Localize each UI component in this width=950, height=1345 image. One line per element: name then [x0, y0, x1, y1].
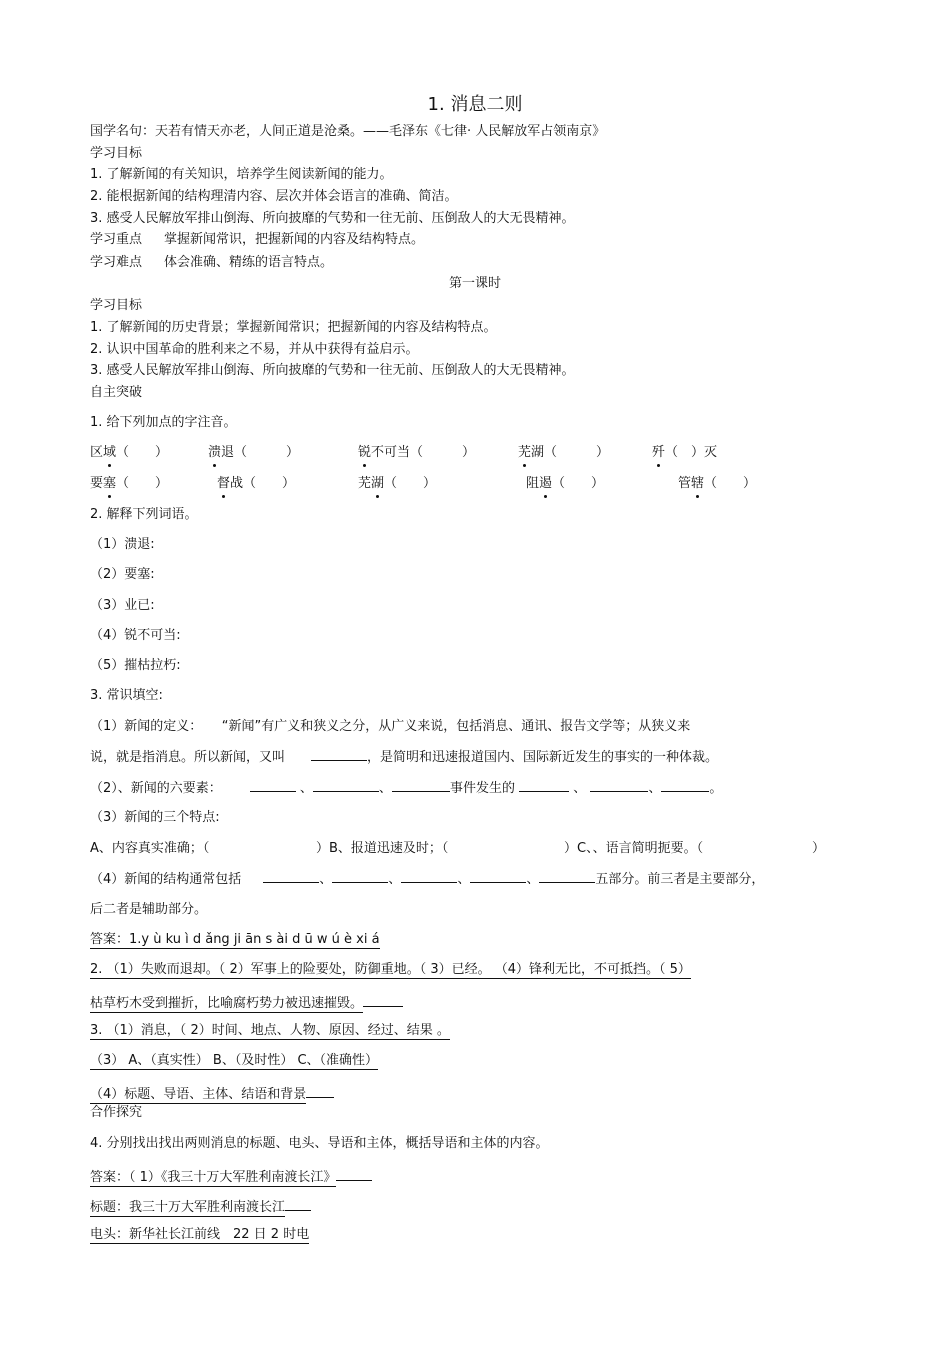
fill-blank[interactable]	[311, 748, 367, 761]
pinyin-item: 管辖（ ）	[678, 476, 757, 491]
dotted-char: 塞	[103, 476, 117, 491]
q2-item: （3）业已:	[90, 598, 155, 613]
fill-blank[interactable]	[313, 779, 379, 792]
answer-2-cont: 枯草朽木受到摧折，比喻腐朽势力被迅速摧毁。	[90, 991, 403, 1013]
fill-blank[interactable]	[332, 870, 388, 883]
q3-feature-end: ）	[812, 841, 826, 856]
fill-blank[interactable]	[590, 779, 648, 792]
dotted-char: 域	[103, 445, 117, 460]
difficulties	[90, 254, 333, 272]
key-label: 学习重点	[90, 232, 143, 247]
pinyin-item: 芜湖（ ）	[358, 476, 437, 491]
fill-blank[interactable]	[519, 779, 569, 792]
dotted-char: 督	[217, 476, 231, 491]
fill-blank[interactable]	[250, 779, 296, 792]
page-title: 1. 消息二则	[427, 94, 523, 115]
dotted-char: 湖	[371, 476, 385, 491]
lesson-goal-item: 1. 了解新闻的历史背景；掌握新闻常识；把握新闻的内容及结构特点。	[90, 320, 497, 335]
answer-2: 2. （1）失败而退却。（ 2）军事上的险要处，防御重地。（ 3）已经。 （4）锋利无比，不可抵挡。（ 5）	[90, 962, 691, 977]
q3-feature-a: A、内容真实准确；（	[90, 841, 210, 856]
lesson-title: 第一课时	[448, 276, 501, 291]
pinyin-item: 督战（ ）	[217, 476, 296, 491]
q2-item: （1）溃退:	[90, 537, 155, 552]
q2-item: （5）摧枯拉朽:	[90, 658, 181, 673]
q3-three-features: （3）新闻的三个特点:	[90, 810, 220, 825]
q3-feature-c: ）C、、语言简明扼要。（	[564, 841, 704, 856]
dotted-char: 溃	[208, 445, 222, 460]
self-study-heading: 自主突破	[90, 385, 143, 400]
goals-heading: 学习目标	[90, 146, 143, 161]
fill-blank[interactable]	[470, 870, 526, 883]
q3-six-elements: （2）、新闻的六要素： 、 、 事件发生的 、 、 。	[90, 781, 723, 796]
pinyin-item: 锐不可当（ ）	[358, 445, 476, 460]
dotted-char: 辖	[691, 476, 705, 491]
dotted-char: 歼	[652, 445, 666, 460]
fill-blank[interactable]	[263, 870, 319, 883]
goal-item: 1. 了解新闻的有关知识，培养学生阅读新闻的能力。	[90, 167, 393, 182]
fill-blank[interactable]	[392, 779, 450, 792]
q4-prompt: 4. 分别找出找出两则消息的标题、电头、导语和主体，概括导语和主体的内容。	[90, 1136, 549, 1151]
lesson-goal-item: 2. 认识中国革命的胜利来之不易，并从中获得有益启示。	[90, 342, 419, 357]
q3-structure-cont: 后二者是辅助部分。	[90, 902, 208, 917]
pinyin-item: 溃退（ ）	[208, 445, 300, 460]
lesson-goals-heading: 学习目标	[90, 298, 143, 313]
q1-prompt: 1. 给下列加点的字注音。	[90, 415, 237, 430]
key-points	[90, 231, 424, 249]
goal-item: 2. 能根据新闻的结构理清内容、层次并体会语言的准确、简洁。	[90, 189, 458, 204]
pinyin-item: 区域（ ）	[90, 445, 169, 460]
pinyin-item: 阻遏（ ）	[526, 476, 605, 491]
dotted-char: 锐	[358, 445, 372, 460]
difficulty-text: 体会准确、精练的语言特点。	[164, 255, 334, 270]
q4-answer: 答案：（ 1）《我三十万大军胜利南渡长江》	[90, 1165, 372, 1187]
q3-definition-cont: 说，就是指消息。所以新闻，又叫 ，是简明和迅速报道国内、国际新近发生的事实的一种体裁。	[90, 750, 719, 765]
fill-blank[interactable]	[661, 779, 709, 792]
goal-item: 3. 感受人民解放军排山倒海、所向披靡的气势和一往无前、压倒敌人的大无畏精神。	[90, 211, 575, 226]
answer-1: 答案：1.y ù ku ì d ǎng ji ān s ài d ū w ú è xi á	[90, 932, 380, 947]
answer-3: 3. （1）消息，（ 2）时间、地点、人物、原因、经过、结果 。	[90, 1023, 450, 1038]
fill-blank[interactable]	[539, 870, 595, 883]
answer-3-b: （3） A、（真实性） B、（及时性） C、（准确性）	[90, 1053, 379, 1068]
dotted-char: 芜	[518, 445, 532, 460]
famous-quote: 国学名句：天若有情天亦老，人间正道是沧桑。——毛泽东《七律· 人民解放军占领南京》	[90, 124, 606, 139]
answer-3-c: （4）标题、导语、主体、结语和背景	[90, 1082, 334, 1104]
lesson-goal-item: 3. 感受人民解放军排山倒海、所向披靡的气势和一往无前、压倒敌人的大无畏精神。	[90, 363, 575, 378]
q2-item: （4）锐不可当:	[90, 628, 181, 643]
q2-prompt: 2. 解释下列词语。	[90, 507, 198, 522]
pinyin-item: 要塞（ ）	[90, 476, 169, 491]
q3-prompt: 3. 常识填空:	[90, 688, 163, 703]
coop-heading: 合作探究	[90, 1105, 143, 1120]
dotted-char: 遏	[539, 476, 553, 491]
pinyin-item: 芜湖（ ）	[518, 445, 610, 460]
q3-structure: （4）新闻的结构通常包括 、 、 、 、 五部分。前三者是主要部分，	[90, 872, 765, 887]
q3-feature-b: ）B、报道迅速及时；（	[316, 841, 449, 856]
pinyin-item: 歼（ ）灭	[652, 445, 718, 460]
q4-headline: 标题：我三十万大军胜利南渡长江	[90, 1195, 311, 1217]
q4-dateline: 电头：新华社长江前线 22 日 2 时电	[90, 1227, 310, 1242]
fill-blank[interactable]	[401, 870, 457, 883]
key-text: 掌握新闻常识，把握新闻的内容及结构特点。	[164, 232, 425, 247]
difficulty-label: 学习难点	[90, 255, 143, 270]
q3-definition: （1）新闻的定义： “新闻”有广义和狭义之分，从广义来说，包括消息、通讯、报告文学等；从狭义来	[90, 719, 691, 734]
q2-item: （2）要塞:	[90, 567, 155, 582]
